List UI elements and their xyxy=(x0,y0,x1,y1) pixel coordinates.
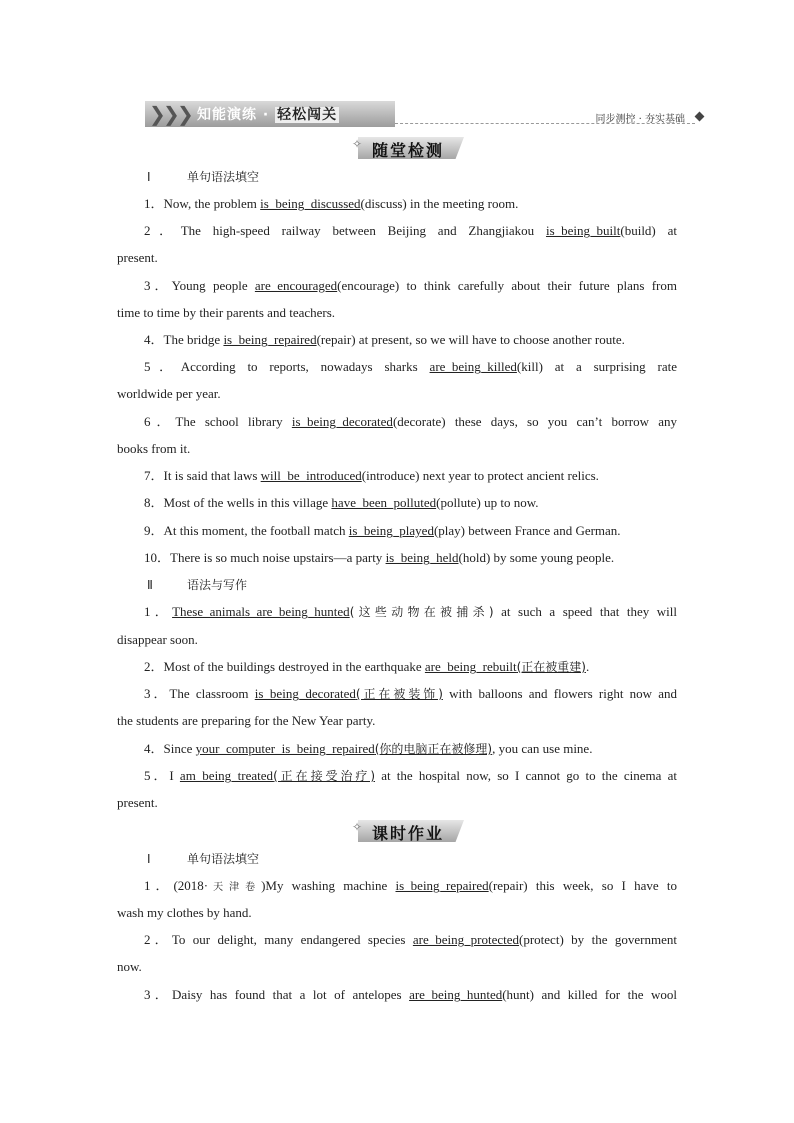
question-a6-cont: books from it. xyxy=(117,441,191,456)
section-title-2: ✧ 课时作业 xyxy=(0,820,794,844)
answer: are_encouraged xyxy=(254,278,338,293)
answer: are_being_killed xyxy=(429,359,517,374)
diamond-icon xyxy=(695,112,705,122)
answer: will_be_introduced xyxy=(260,468,362,483)
answer: are_being_protected xyxy=(412,932,520,947)
question-a2: 2．The high-speed railway between Beijing and Zhangjiakou is_being_built(build) at xyxy=(144,223,677,238)
question-c3: 3．Daisy has found that a lot of antelopes are_being_hunted(hunt) and killed for the wool xyxy=(144,987,677,1002)
question-a7: 7．It is said that laws will_be_introduced(introduce) next year to protect ancient relics. xyxy=(144,468,599,483)
question-b2: 2．Most of the buildings destroyed in the earthquake are_being_rebuilt(正在被重建). xyxy=(144,659,590,674)
answer: is_being_repaired xyxy=(395,878,489,893)
star-icon: ✧ xyxy=(352,137,363,151)
question-a10: 10．There is so much noise upstairs—a party is_being_held(hold) by some young people. xyxy=(144,550,615,565)
question-a4: 4．The bridge is_being_repaired(repair) at present, so we will have to choose another route. xyxy=(144,332,625,347)
answer: is_being_built xyxy=(545,223,621,238)
question-c1: 1．(2018·天津卷)My washing machine is_being_repaired(repair) this week, so I have to xyxy=(144,878,677,893)
answer: is_being_played xyxy=(348,523,434,538)
question-a9: 9．At this moment, the football match is_being_played(play) between France and German. xyxy=(144,523,621,538)
answer: These_animals_are_being_hunted xyxy=(172,604,350,619)
question-a8: 8．Most of the wells in this village have_been_polluted(pollute) up to now. xyxy=(144,495,539,510)
answer: are_being_hunted xyxy=(409,987,503,1002)
answer: is_being_held xyxy=(385,550,459,565)
chevron-right-icon: ❯ xyxy=(177,102,194,126)
question-c2: 2．To our delight, many endangered species are_being_protected(protect) by the government xyxy=(144,932,677,947)
question-b1-cont: disappear soon. xyxy=(117,632,198,647)
question-b5-cont: present. xyxy=(117,795,158,810)
header-banner xyxy=(145,101,705,127)
question-a3-cont: time to time by their parents and teachers. xyxy=(117,305,336,320)
question-b1: 1．These_animals_are_being_hunted(这些动物在被捕杀) at such a speed that they will xyxy=(144,604,677,619)
question-a2-cont: present. xyxy=(117,250,158,265)
question-a1: 1．Now, the problem is_being_discussed(discuss) in the meeting room. xyxy=(144,196,519,211)
question-b4: 4．Since your_computer_is_being_repaired(你的电脑正在被修理), you can use mine. xyxy=(144,741,593,756)
source-label: 天津卷 xyxy=(208,882,262,893)
answer: are_being_rebuilt(正在被重建) xyxy=(424,659,586,674)
question-a5: 5．According to reports, nowadays sharks are_being_killed(kill) at a surprising rate xyxy=(144,359,677,374)
question-b5: 5．I am_being_treated(正在接受治疗) at the hospital now, so I cannot go to the cinema at xyxy=(144,768,677,783)
answer: am_being_treated(正在接受治疗) xyxy=(179,768,376,783)
part-heading: Ⅰ 单句语法填空 xyxy=(147,852,260,866)
question-c2-cont: now. xyxy=(117,959,142,974)
chevron-right-icon: ❯ xyxy=(149,102,166,126)
question-a5-cont: worldwide per year. xyxy=(117,386,221,401)
part-heading: Ⅰ 单句语法填空 xyxy=(147,170,260,184)
section-title-1: ✧ 随堂检测 xyxy=(0,137,794,161)
part-heading: Ⅱ 语法与写作 xyxy=(147,578,248,592)
answer: is_being_repaired xyxy=(223,332,317,347)
chevron-right-icon: ❯ xyxy=(163,102,180,126)
question-b3: 3．The classroom is_being_decorated(正在被装饰) with balloons and flowers right now and xyxy=(144,686,677,701)
answer: is_being_discussed xyxy=(260,196,361,211)
star-icon: ✧ xyxy=(352,820,363,834)
answer: is_being_decorated xyxy=(291,414,393,429)
answer: is_being_decorated(正在被装饰) xyxy=(254,686,443,701)
answer: your_computer_is_being_repaired(你的电脑正在被修理) xyxy=(195,741,493,756)
question-b3-cont: the students are preparing for the New Year party. xyxy=(117,713,376,728)
question-a3: 3．Young people are_encouraged(encourage) to think carefully about their future plans from xyxy=(144,278,677,293)
banner-subtitle: 同步测控 · 夯实基础 xyxy=(595,114,685,125)
question-c1-cont: wash my clothes by hand. xyxy=(117,905,252,920)
question-a6: 6．The school library is_being_decorated(decorate) these days, so you can’t borrow any xyxy=(144,414,677,429)
banner-title: 知能演练 · 轻松闯关 xyxy=(197,107,338,123)
answer: have_been_polluted xyxy=(331,495,437,510)
